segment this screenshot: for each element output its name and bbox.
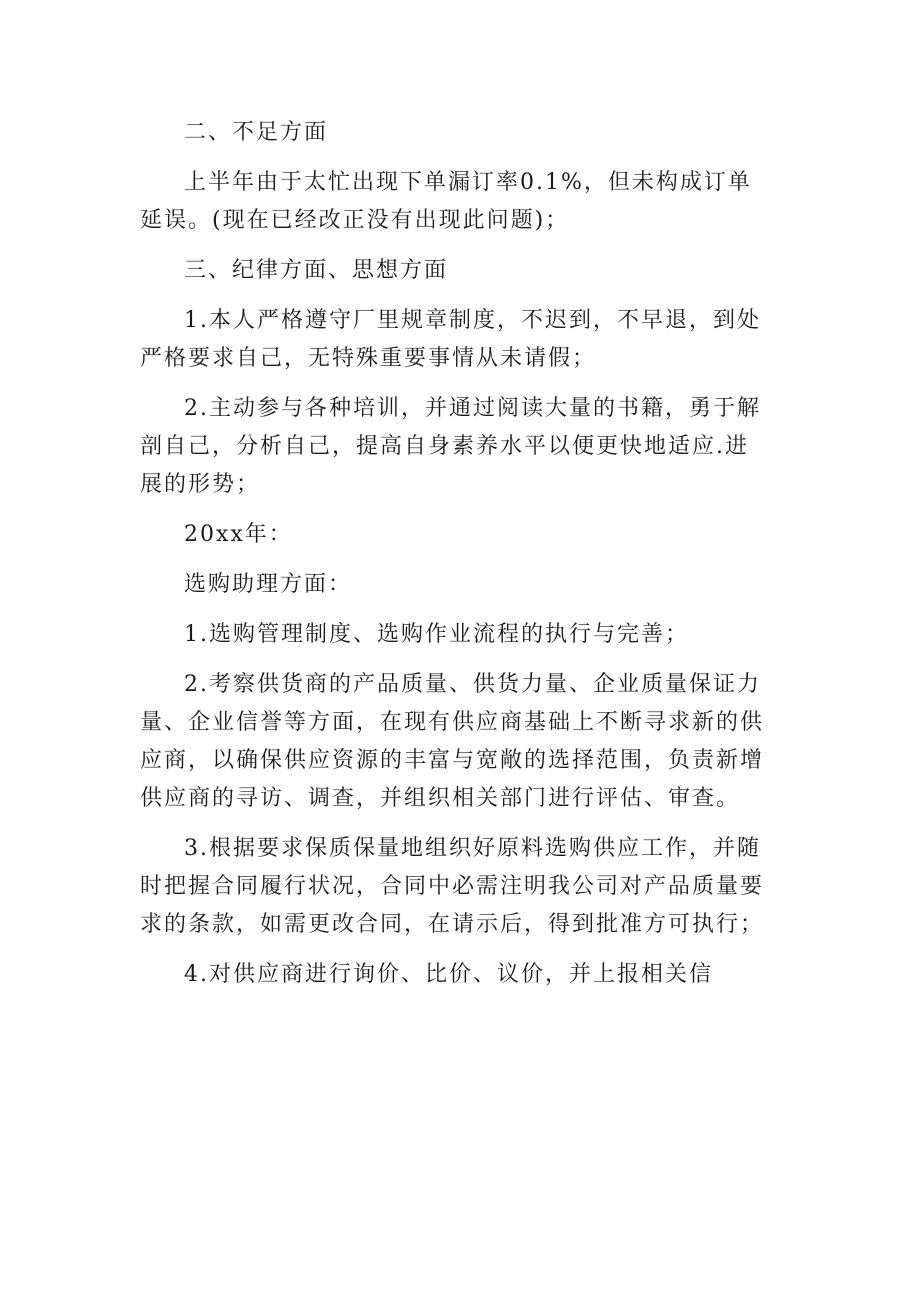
- section-heading-purchasing: 选购助理方面：: [184, 572, 353, 597]
- section-heading-shortcomings: 二、不足方面: [184, 120, 329, 145]
- paragraph-discipline-1: 1.本人严格遵守厂里规章制度，不迟到，不早退，到处严格要求自己，无特殊重要事情从未请假；: [140, 308, 761, 371]
- paragraph-order-error: 上半年由于太忙出现下单漏订率0.1%，但未构成订单延误。(现在已经改正没有出现此问题)；: [140, 170, 752, 233]
- year-heading: 20xx年：: [184, 522, 293, 547]
- paragraph-purchasing-4: 4.对供应商进行询价、比价、议价，并上报相关信: [184, 962, 713, 987]
- paragraph-purchasing-3: 3.根据要求保质保量地组织好原料选购供应工作，并随时把握合同履行状况，合同中必需注明我公司对产品质量要求的条款，如需更改合同，在请示后，得到批准方可执行；: [140, 836, 765, 937]
- paragraph-purchasing-2: 2.考察供货商的产品质量、供货力量、企业质量保证力量、企业信誉等方面，在现有供应商基础上不断寻求新的供应商，以确保供应资源的丰富与宽敞的选择范围，负责新增供应商的寻访、调查，并组织相关部门进行评估、审查。: [140, 672, 765, 811]
- document-body: [140, 114, 770, 1006]
- paragraph-purchasing-1: 1.选购管理制度、选购作业流程的执行与完善；: [184, 622, 689, 647]
- section-heading-discipline: 三、纪律方面、思想方面: [184, 258, 449, 283]
- paragraph-discipline-2: 2.主动参与各种培训，并通过阅读大量的书籍，勇于解剖自己，分析自己，提高自身素养水平以便更快地适应.进展的形势；: [140, 396, 761, 497]
